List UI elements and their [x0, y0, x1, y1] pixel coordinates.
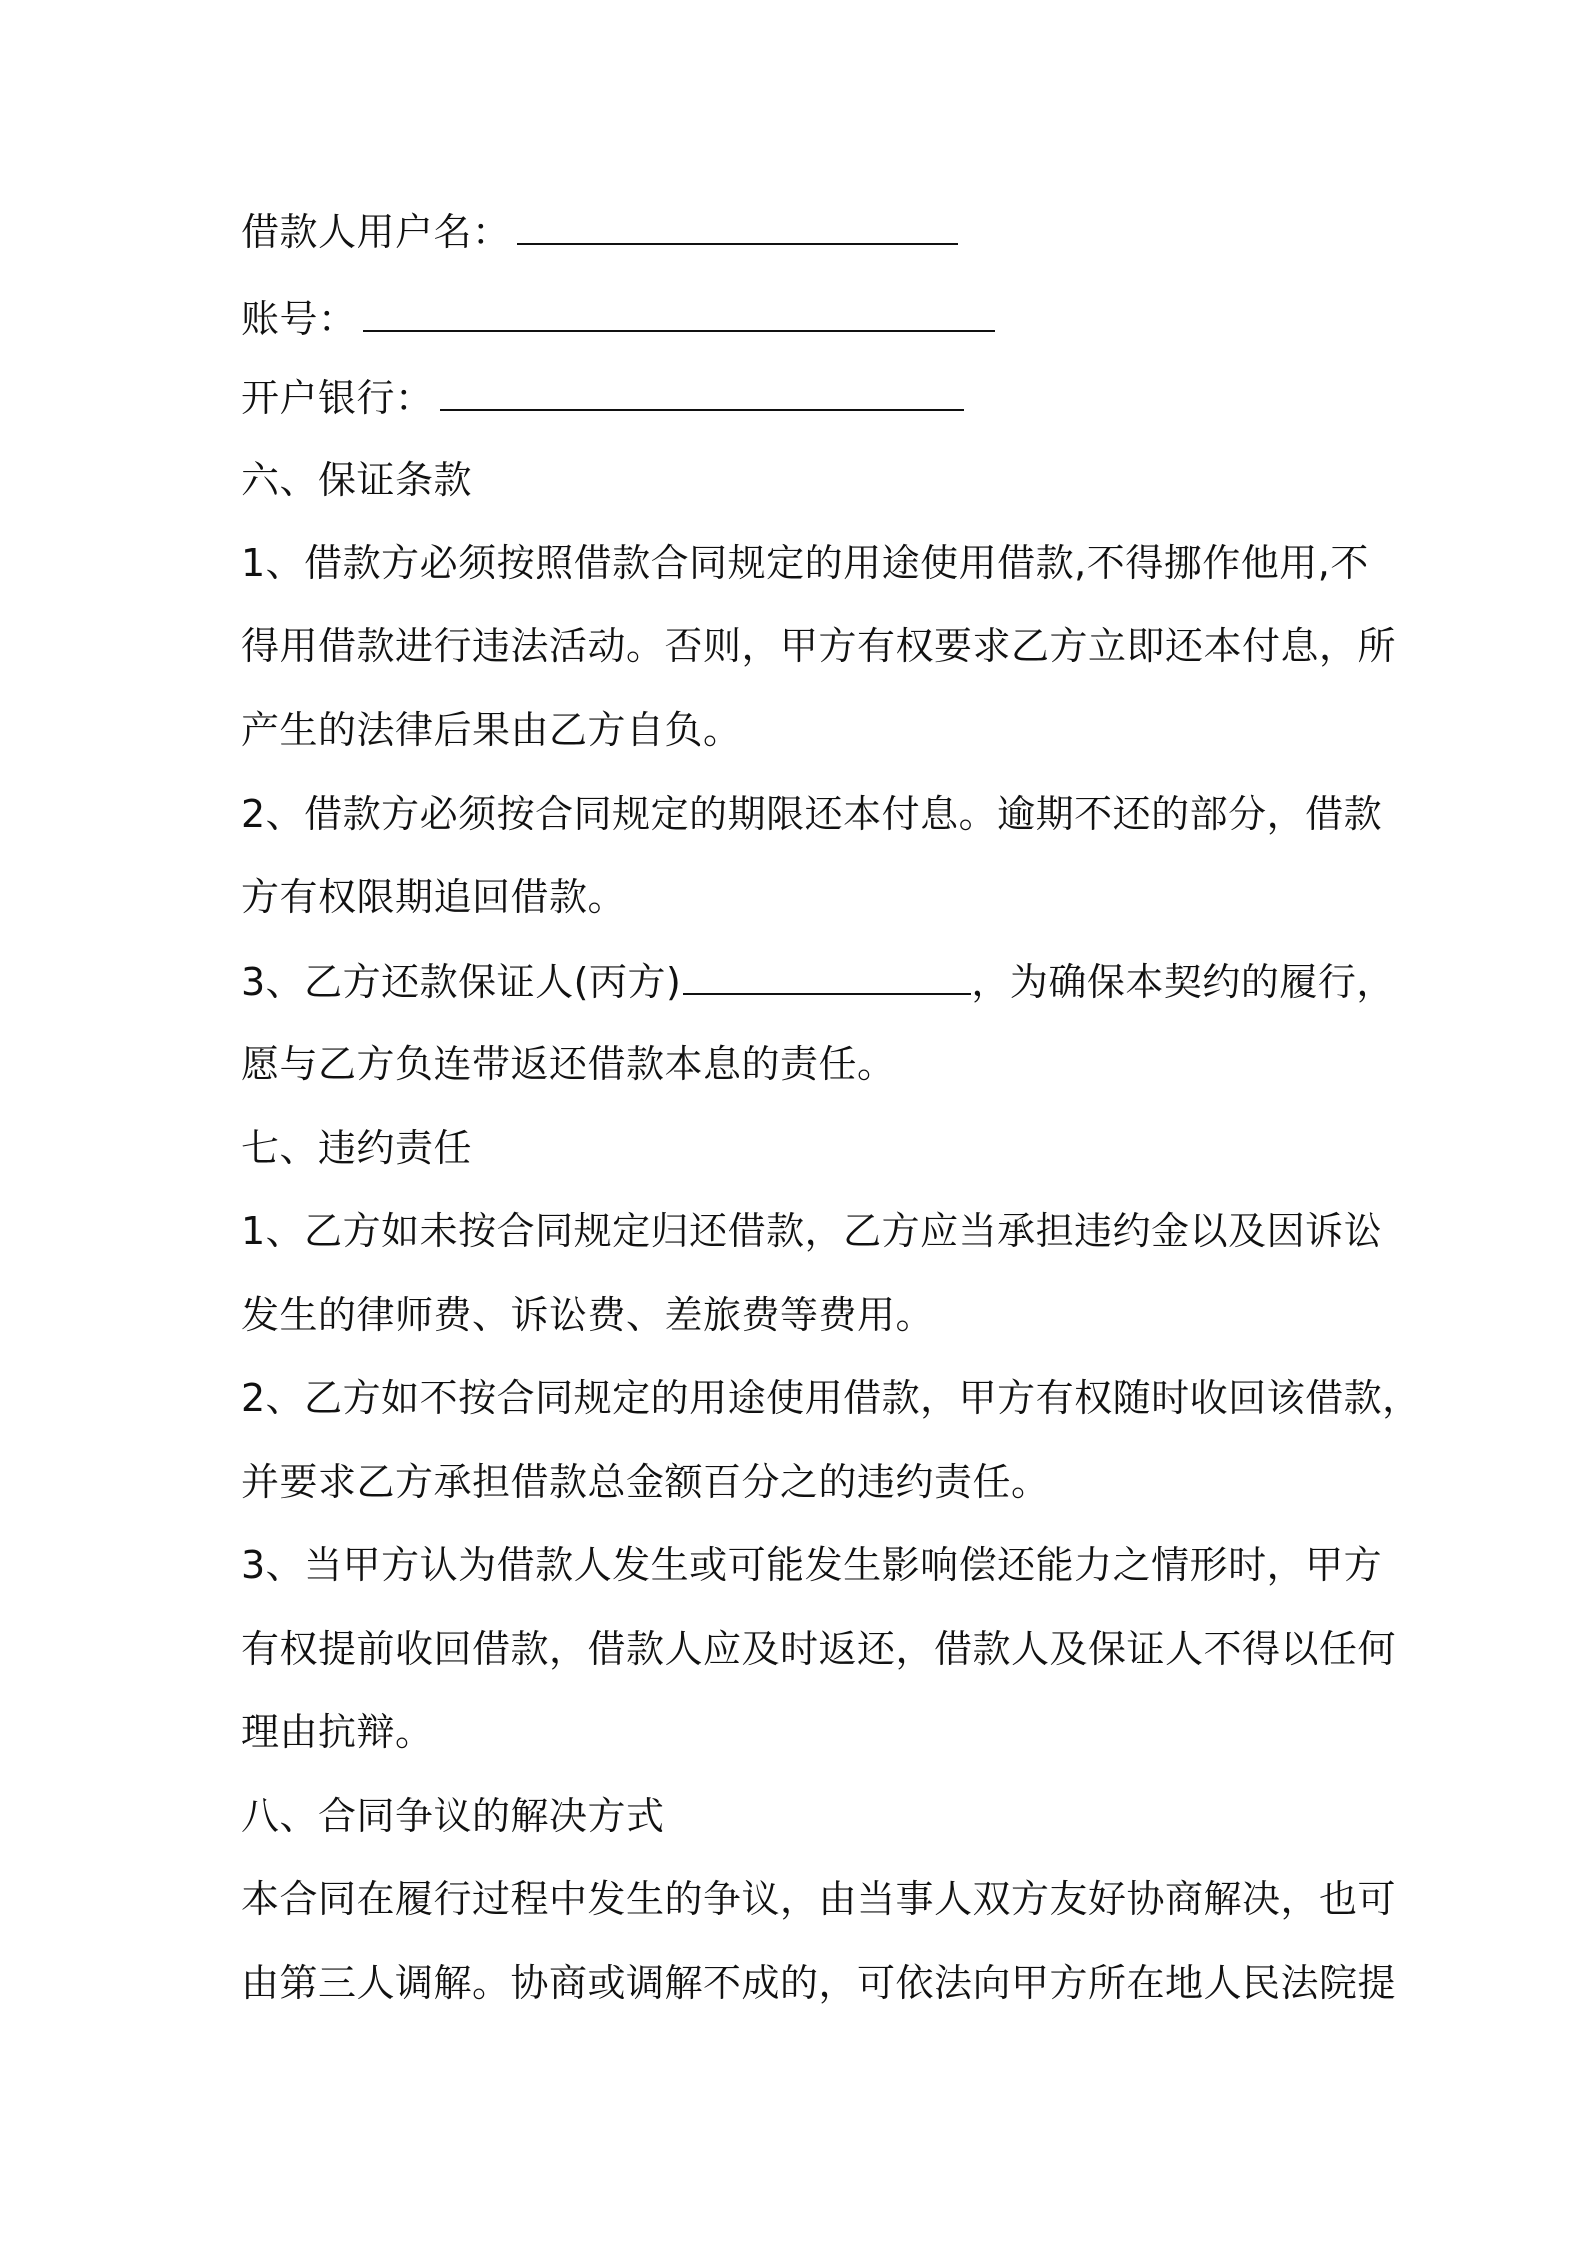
section-heading-guarantee: 六、保证条款 [241, 458, 473, 502]
section-heading-breach: 七、违约责任 [241, 1126, 473, 1170]
guarantor-blank[interactable] [683, 955, 971, 995]
borrower-username-field [241, 205, 958, 258]
paragraph-line: 得用借款进行违法活动。否则，甲方有权要求乙方立即还本付息，所 [241, 624, 1397, 668]
account-number-field [241, 292, 995, 345]
paragraph-line: 1、乙方如未按合同规定归还借款，乙方应当承担违约金以及因诉讼 [241, 1209, 1383, 1253]
guarantor-suffix: ，为确保本契约的履行， [971, 960, 1395, 1004]
bank-field [241, 371, 964, 424]
fill-in-blank[interactable] [363, 292, 995, 332]
fill-in-blank[interactable] [440, 371, 964, 411]
guarantor-prefix: 3、乙方还款保证人(丙方) [241, 960, 682, 1004]
paragraph-line: 2、乙方如不按合同规定的用途使用借款，甲方有权随时收回该借款， [241, 1376, 1421, 1420]
guarantor-line [241, 955, 1395, 1008]
paragraph-line: 愿与乙方负连带返还借款本息的责任。 [241, 1042, 896, 1086]
paragraph-line: 由第三人调解。协商或调解不成的，可依法向甲方所在地人民法院提 [241, 1961, 1397, 2005]
field-label: 借款人用户名： [241, 210, 511, 254]
paragraph-line: 发生的律师费、诉讼费、差旅费等费用。 [241, 1293, 935, 1337]
field-label: 开户银行： [241, 376, 434, 420]
paragraph-line: 产生的法律后果由乙方自负。 [241, 708, 742, 752]
fill-in-blank[interactable] [517, 205, 958, 245]
paragraph-line: 2、借款方必须按合同规定的期限还本付息。逾期不还的部分，借款 [241, 792, 1383, 836]
paragraph-line: 方有权限期追回借款。 [241, 875, 627, 919]
field-label: 账号： [241, 297, 357, 341]
paragraph-line: 3、当甲方认为借款人发生或可能发生影响偿还能力之情形时，甲方 [241, 1543, 1383, 1587]
paragraph-line: 理由抗辩。 [241, 1710, 434, 1754]
paragraph-line: 有权提前收回借款，借款人应及时返还，借款人及保证人不得以任何 [241, 1627, 1397, 1671]
paragraph-line: 1、借款方必须按照借款合同规定的用途使用借款,不得挪作他用,不 [241, 541, 1369, 585]
paragraph-line: 并要求乙方承担借款总金额百分之的违约责任。 [241, 1460, 1050, 1504]
section-heading-dispute: 八、合同争议的解决方式 [241, 1794, 665, 1838]
paragraph-line: 本合同在履行过程中发生的争议，由当事人双方友好协商解决，也可 [241, 1877, 1397, 1921]
